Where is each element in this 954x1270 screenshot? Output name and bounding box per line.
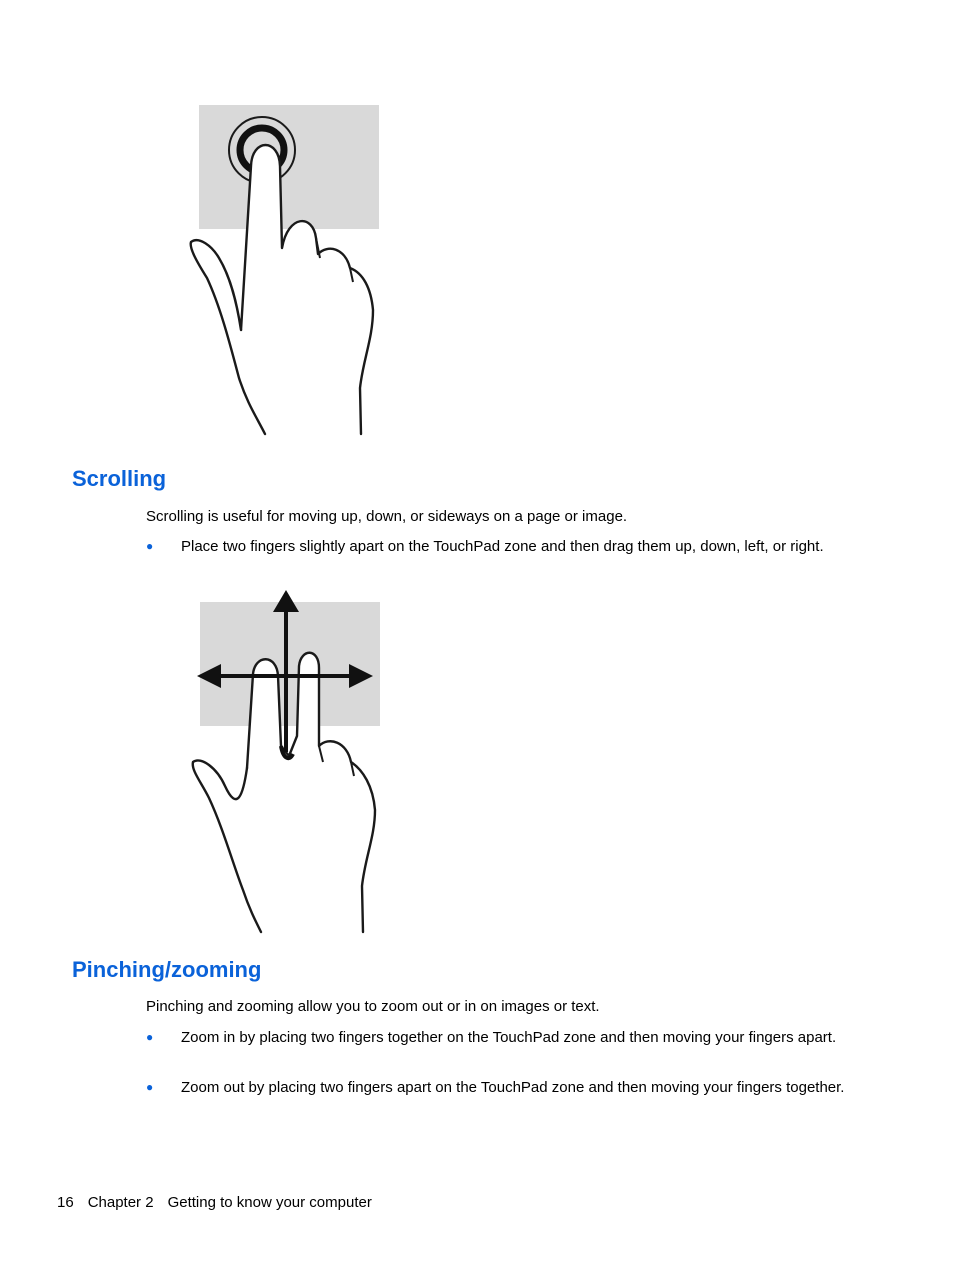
section-heading-pinching: Pinching/zooming [72, 957, 262, 982]
touchpad-zone [199, 105, 379, 229]
footer-chapter-title: Getting to know your computer [167, 1194, 372, 1211]
scrolling-intro-text: Scrolling is useful for moving up, down, or sideways on a page or image. [146, 508, 628, 525]
section-heading-scrolling: Scrolling [72, 466, 167, 491]
scroll-hand-icon [185, 586, 405, 936]
scroll-gesture-illustration [185, 586, 405, 936]
tap-hand-icon [185, 98, 405, 440]
list-item-text: Zoom out by placing two fingers apart on the TouchPad zone and then moving your fingers together. [181, 1079, 845, 1096]
bullet-icon: ● [146, 539, 154, 553]
list-item [146, 1028, 846, 1047]
tap-gesture-illustration [185, 98, 405, 440]
bullet-icon: ● [146, 1030, 154, 1044]
footer-chapter: Chapter 2 [87, 1194, 154, 1211]
page-number: 16 [57, 1194, 74, 1211]
list-item-text: Place two fingers slightly apart on the TouchPad zone and then drag them up, down, left, or right. [181, 538, 824, 555]
bullet-icon: ● [146, 1080, 154, 1094]
page-footer [57, 1193, 386, 1212]
list-item [146, 1078, 846, 1097]
arrow-up-head [273, 590, 299, 612]
list-item [146, 537, 846, 556]
thumb-outline [193, 760, 261, 932]
list-item-text: Zoom in by placing two fingers together on the TouchPad zone and then moving your fingers apart. [181, 1029, 837, 1046]
touchpad-zone [200, 602, 380, 726]
pinching-intro-text: Pinching and zooming allow you to zoom out or in on images or text. [146, 998, 600, 1015]
